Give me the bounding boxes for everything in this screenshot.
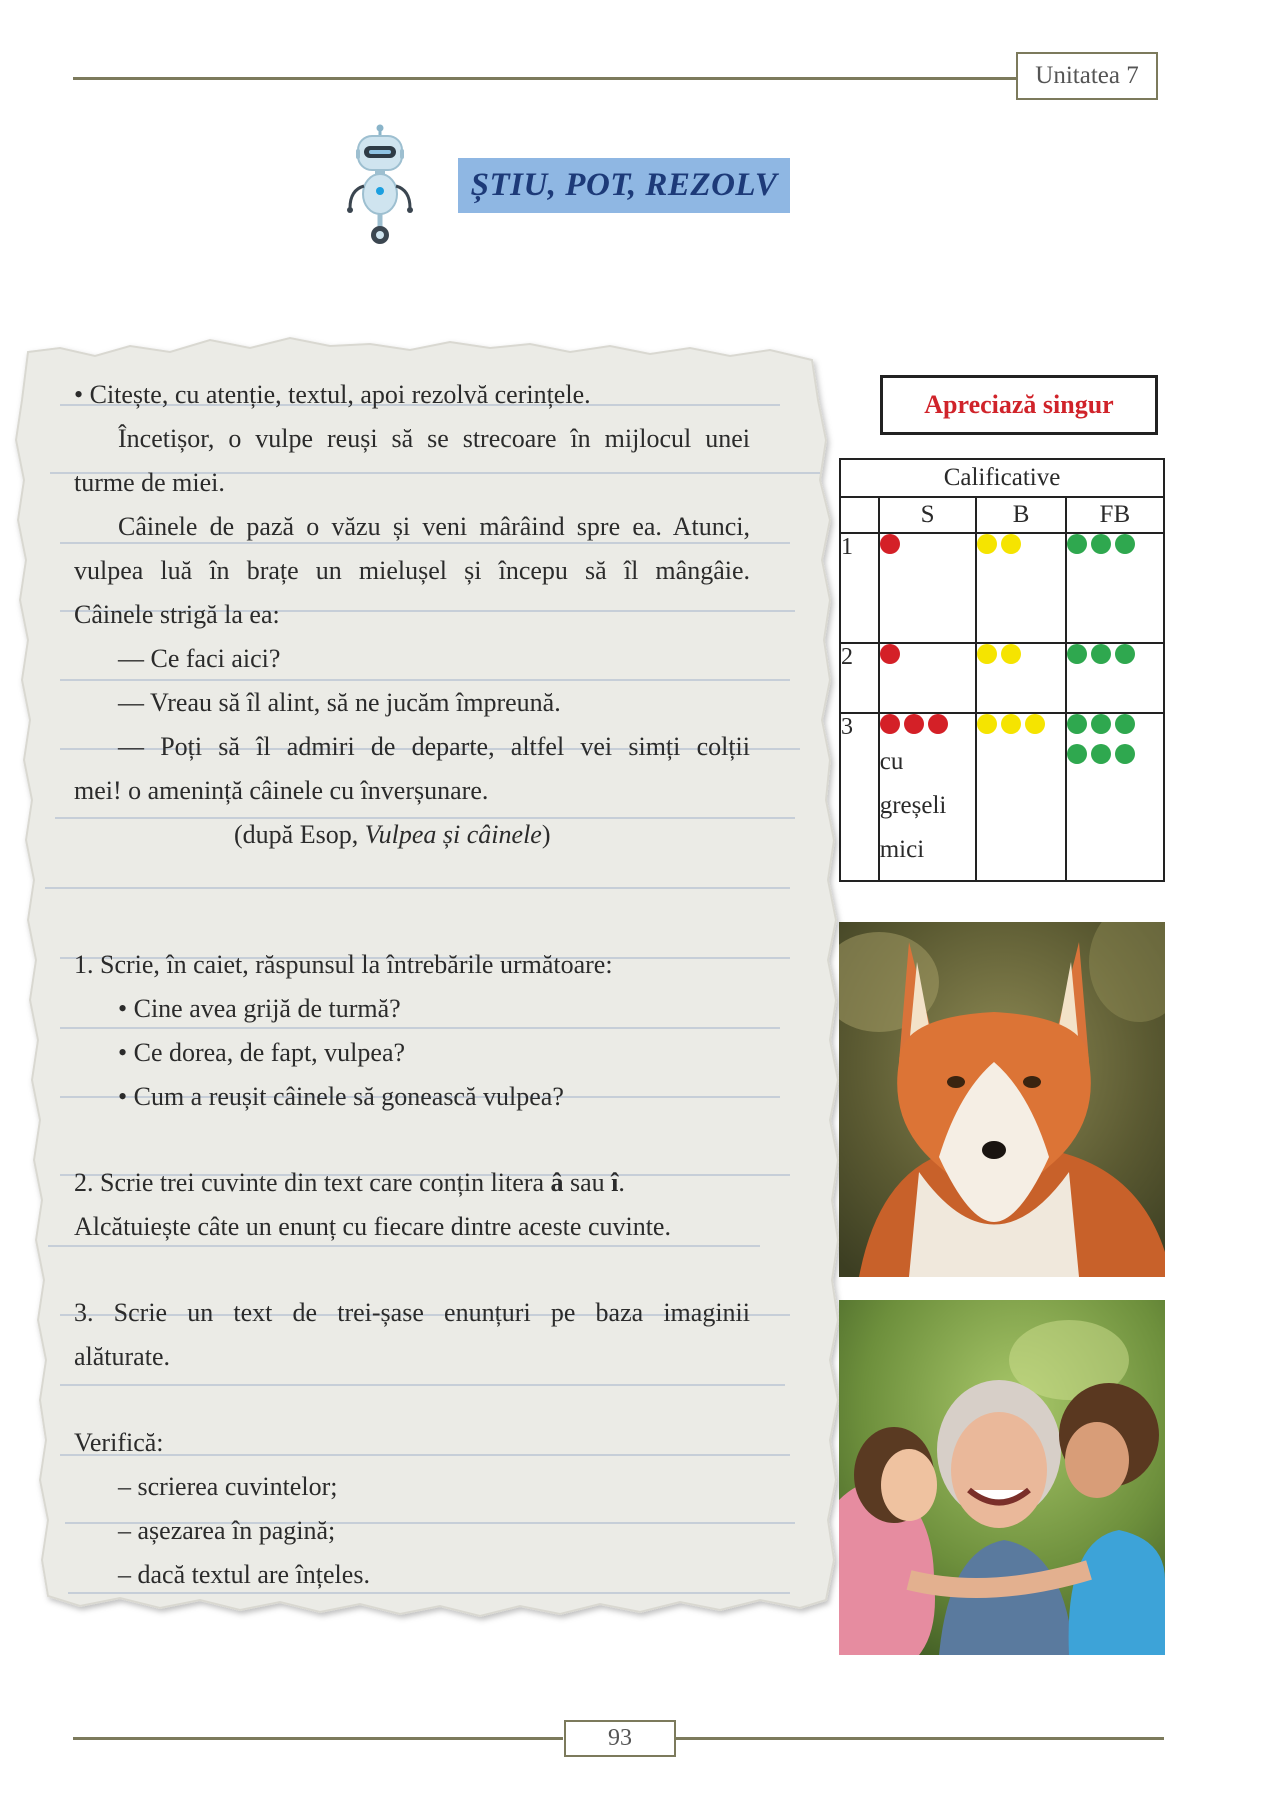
s-note (880, 740, 976, 872)
green-dot (1067, 644, 1087, 664)
story-line: Câinele de pază o văzu și veni mârâind spre ea. Atunci, (118, 512, 750, 541)
red-dot (880, 714, 900, 734)
yellow-dot (1001, 644, 1021, 664)
b-dots (976, 533, 1065, 643)
task-3-line: alăturate. (74, 1342, 170, 1371)
question-item: • Ce dorea, de fapt, vulpea? (118, 1038, 406, 1067)
check-item: – scrierea cuvintelor; (118, 1472, 338, 1501)
footer-rule (676, 1737, 1164, 1740)
check-title: Verifică: (74, 1428, 164, 1457)
fb-dots (1066, 643, 1164, 713)
dialogue-line: — Ce faci aici? (118, 644, 281, 673)
dialogue-line: — Poți să îl admiri de departe, altfel vei simți colții (118, 732, 750, 761)
green-dot (1115, 714, 1135, 734)
green-dot (1091, 744, 1111, 764)
task-3: 3. Scrie un text de trei-șase enunțuri pe baza imaginii (74, 1298, 750, 1327)
footer-rule (73, 1737, 563, 1740)
green-dot (1067, 744, 1087, 764)
check-item: – așezarea în pagină; (118, 1516, 336, 1545)
yellow-dot (977, 534, 997, 554)
column-b: B (976, 497, 1065, 533)
self-assessment-title: Apreciază singur (880, 375, 1158, 435)
story-source: (după Esop, Vulpea și câinele) (234, 820, 551, 849)
red-dot (880, 534, 900, 554)
story-line: turme de miei. (74, 468, 225, 497)
table-row (840, 643, 1164, 713)
s-dots (879, 643, 977, 713)
b-dots (976, 713, 1065, 881)
question-item: • Cum a reușit câinele să gonească vulpea? (118, 1082, 564, 1111)
green-dot (1091, 534, 1111, 554)
family-photo (839, 1300, 1165, 1655)
green-dot (1115, 744, 1135, 764)
row-number: 3 (840, 713, 879, 881)
dialogue-line: mei! o amenință câinele cu înverșunare. (74, 776, 489, 805)
column-s: S (879, 497, 977, 533)
red-dot (928, 714, 948, 734)
green-dot (1115, 534, 1135, 554)
red-dot (904, 714, 924, 734)
column-fb: FB (1066, 497, 1164, 533)
story-line: Câinele strigă la ea: (74, 600, 280, 629)
check-item: – dacă textul are înțeles. (118, 1560, 370, 1589)
yellow-dot (977, 644, 997, 664)
yellow-dot (1001, 534, 1021, 554)
unit-label: Unitatea 7 (1016, 52, 1158, 100)
reading-instruction: • Citește, cu atenție, textul, apoi rezolvă cerințele. (74, 380, 591, 409)
row-number: 2 (840, 643, 879, 713)
b-dots (976, 643, 1065, 713)
fox-photo (839, 922, 1165, 1277)
table-corner (840, 497, 879, 533)
s-note-line: mici (879, 836, 925, 863)
green-dot (1091, 714, 1111, 734)
green-dot (1067, 714, 1087, 734)
row-number: 1 (840, 533, 879, 643)
story-line: Încetișor, o vulpe reuși să se strecoare în mijlocul unei (118, 424, 750, 453)
yellow-dot (1025, 714, 1045, 734)
table-header: Calificative (840, 459, 1164, 497)
task-2-line: Alcătuiește câte un enunț cu fiecare dintre aceste cuvinte. (74, 1212, 671, 1241)
s-dots (879, 533, 977, 643)
green-dot (1091, 644, 1111, 664)
dialogue-line: — Vreau să îl alint, să ne jucăm împreună. (118, 688, 561, 717)
question-item: • Cine avea grijă de turmă? (118, 994, 401, 1023)
green-dot (1115, 644, 1135, 664)
yellow-dot (977, 714, 997, 734)
red-dot (880, 644, 900, 664)
fb-dots (1066, 533, 1164, 643)
s-dots (879, 713, 977, 881)
grade-table (839, 458, 1165, 882)
section-title: ȘTIU, POT, REZOLV (458, 158, 790, 213)
yellow-dot (1001, 714, 1021, 734)
green-dot (1067, 534, 1087, 554)
task-1: 1. Scrie, în caiet, răspunsul la întrebările următoare: (74, 950, 613, 979)
task-2: 2. Scrie trei cuvinte din text care conțin litera â sau î. (74, 1168, 625, 1197)
page-number: 93 (564, 1720, 676, 1757)
table-row (840, 533, 1164, 643)
fb-dots (1066, 713, 1164, 881)
s-note-line: cu (879, 748, 904, 775)
s-note-line: greșeli (879, 792, 947, 819)
table-row (840, 713, 1164, 881)
story-line: vulpea luă în brațe un mielușel și începu să îl mângâie. (74, 556, 750, 585)
